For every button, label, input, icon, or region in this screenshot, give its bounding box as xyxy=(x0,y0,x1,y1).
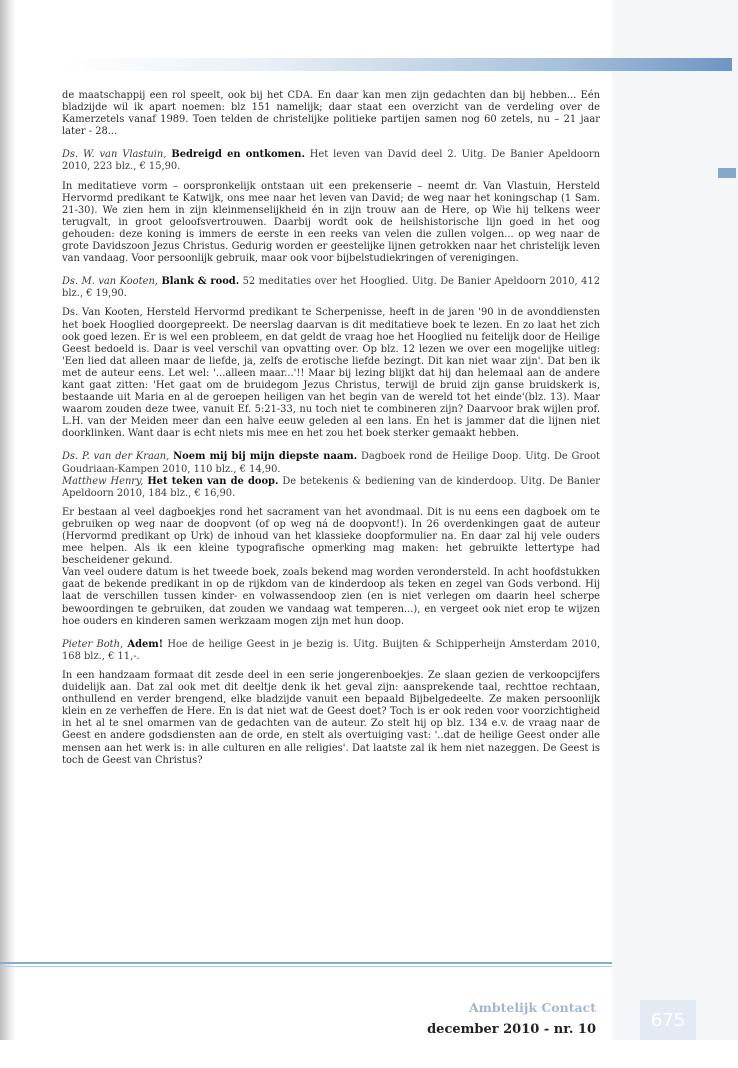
review-1-title: Bedreigd en ontkomen. xyxy=(171,149,305,161)
header-rule xyxy=(62,58,732,71)
footer-rule-thin xyxy=(0,966,612,967)
review-3-title: Noem mij bij mijn diepste naam. xyxy=(173,451,358,463)
review-1-author: Ds. W. van Vlastuin, xyxy=(62,149,167,161)
right-margin-band xyxy=(612,0,738,1040)
page-number: 675 xyxy=(640,1000,696,1040)
scan-shadow-left xyxy=(0,0,16,1040)
review-3-body-part-2: Van veel oudere datum is het tweede boek, zoals bekend mag worden verondersteld. In acht hoofdstukken gaat de bekende predikant in op de rijkdom van de kinderdoop als teken en zegel van Gods verbond. Hij laat de verschillen tussen kinder- en volwassendoop zien (en is niet verlegen om daarin heel scherpe bewoordingen te gebruiken, dat zouden we vandaag wat temperen...), en vergeet ook niet erop te wijzen hoe ouders en kinderen samen werkzaam mogen zijn met hun doop. xyxy=(62,567,600,627)
review-4-author: Pieter Both, xyxy=(62,638,124,650)
review-4-reference xyxy=(62,639,600,663)
review-3-body xyxy=(62,507,600,628)
intro-paragraph: de maatschappij een rol speelt, ook bij het CDA. En daar kan men zijn gedachten dan bij hebben... Eén bladzijde wil ik apart noemen: blz 151 namelijk; daar staat een overzicht van de verdeling over de Kamerzetels vanaf 1989. Toen telden de christelijke politieke partijen samen nog 60 zetels, nu – 21 jaar later - 28... xyxy=(62,90,600,138)
review-1-details: Het leven van David deel 2. Uitg. De Banier Apeldoorn 2010, 223 blz., € 15,90. xyxy=(62,149,601,173)
side-tab-marker xyxy=(718,168,736,178)
review-3-reference xyxy=(62,451,600,499)
review-3-body-part-1: Er bestaan al veel dagboekjes rond het sacrament van het avondmaal. Dit is nu eens een dagboek om te gebruiken op weg naar de doopvont (of op weg ná de doopvont!). In 26 overdenkingen gaat de auteur (Hervormd predikant op Urk) de inhoud van het klassieke doopformulier na. En daar zal hij vele ouders mee helpen. Als ik een kleine typografische opmerking mag maken: het gebruikte lettertype had bescheidener gekund. xyxy=(62,506,600,567)
review-4-title: Adem! xyxy=(127,638,164,650)
review-3-author: Ds. P. van der Kraan, xyxy=(62,451,170,463)
review-3-details-2: De betekenis & bediening van de kinderdoop. Uitg. De Banier Apeldoorn 2010, 184 blz., € 16,90. xyxy=(62,475,601,499)
review-2-body: Ds. Van Kooten, Hersteld Hervormd predikant te Scherpenisse, heeft in de jaren '90 in de avonddiensten het boek Hooglied doorgepreekt. De neerslag daarvan is dit meditatieve boek te lezen. En zo laat het zich ook goed lezen. Er is wel een probleem, en dat geldt de vraag hoe het Hooglied nu feitelijk door de Heilige Geest bedoeld is. Daar is veel verschil van opvatting over. Op blz. 12 lezen we over een mogelijke uitleg: 'Een lied dat alleen maar de liefde, ja, zelfs de erotische liefde bezingt. Dit kan niet waar zijn'. Dat ben ik met de auteur eens. Let wel: '...alleen maar...'!! Maar bij lezing blijkt dat hij dan helemaal aan de andere kant gaat zitten: 'Het gaat om de bruidegom Jezus Christus, terwijl de bruid zijn ganse bruidskerk is, bestaande uit Maria en al de geroepen heiligen van het begin van de wereld tot het einde'(blz. 13). Maar waarom zouden deze twee, vanuit Ef. 5:21-33, nu toch niet te combineren zijn? Daarvoor brak wijlen prof. L.H. van der Meiden meer dan een halve eeuw geleden al een lans. En het is jammer dat die lijnen niet doorklinken. Want daar is echt niets mis mee en het zou het boek sterker gemaakt hebben. xyxy=(62,307,600,440)
review-4-body: In een handzaam formaat dit zesde deel in een serie jongerenboekjes. Ze slaan gezien de verkoopcijfers duidelijk aan. Dat zal ook met dit deeltje denk ik het geval zijn: aansprekende taal, rechttoe rechtaan, onthullend en verder brengend, elke bladzijde vanuit een bepaald Bijbelgedeelte. Ze maken persoonlijk klein en ze verheffen de Here. En is dat niet wat de Geest doet? Toch is er ook reden voor voorzichtigheid in het al te snel omarmen van de gedachten van de auteur. Zo stelt hij op blz. 134 e.v. de vraag naar de Geest en andere godsdiensten aan de orde, en stelt als overtuiging vast: '..dat de heilige Geest onder alle mensen aan het werk is: in alle culturen en alle religies'. Dat laatste zal ik hem niet nazeggen. De Geest is toch de Geest van Christus? xyxy=(62,669,600,766)
review-1-body: In meditatieve vorm – oorspronkelijk ontstaan uit een prekenserie – neemt dr. Van Vlastuin, Hersteld Hervormd predikant te Katwijk, ons mee naar het leven van David; de weg naar het koningschap (1 Sam. 21-30). We zien hem in zijn kleinmenselijkheid én in zijn trouw aan de Here, op Wie hij telkens weer terugvalt, in groot geloofsvertrouwen. Daarbij wordt ook de heilshistorische lijn goed in het oog gehouden: deze koning is immers de eerste in een reeks van velen die zullen volgen... op weg naar de grote Davidszoon Jezus Christus. Gedurig worden er geestelijke lijnen getrokken naar het christelijk leven van vandaag. Voor persoonlijk gebruik, maar ook voor bijbelstudiekringen of verenigingen. xyxy=(62,180,600,265)
scan-margin-bottom xyxy=(0,1040,738,1068)
review-2-details: 52 meditaties over het Hooglied. Uitg. De Banier Apeldoorn 2010, 412 blz., € 19,90. xyxy=(62,276,601,300)
review-4-details: Hoe de heilige Geest in je bezig is. Uitg. Buijten & Schipperheijn Amsterdam 2010, 168 blz., € 11,-. xyxy=(62,638,600,662)
article-body xyxy=(62,90,600,767)
review-3-title-2: Het teken van de doop. xyxy=(147,475,279,487)
review-2-title: Blank & rood. xyxy=(161,276,240,288)
review-3-details: Dagboek rond de Heilige Doop. Uitg. De Groot Goudriaan-Kampen 2010, 110 blz., € 14,90. xyxy=(62,451,600,475)
journal-name: Ambtelijk Contact xyxy=(468,1000,596,1015)
review-3-author-2: Matthew Henry, xyxy=(62,475,144,487)
review-2-reference xyxy=(62,276,600,300)
review-2-author: Ds. M. van Kooten, xyxy=(62,276,158,288)
footer-rule xyxy=(0,962,612,964)
review-1-reference xyxy=(62,149,600,173)
issue-label: december 2010 - nr. 10 xyxy=(427,1022,596,1037)
